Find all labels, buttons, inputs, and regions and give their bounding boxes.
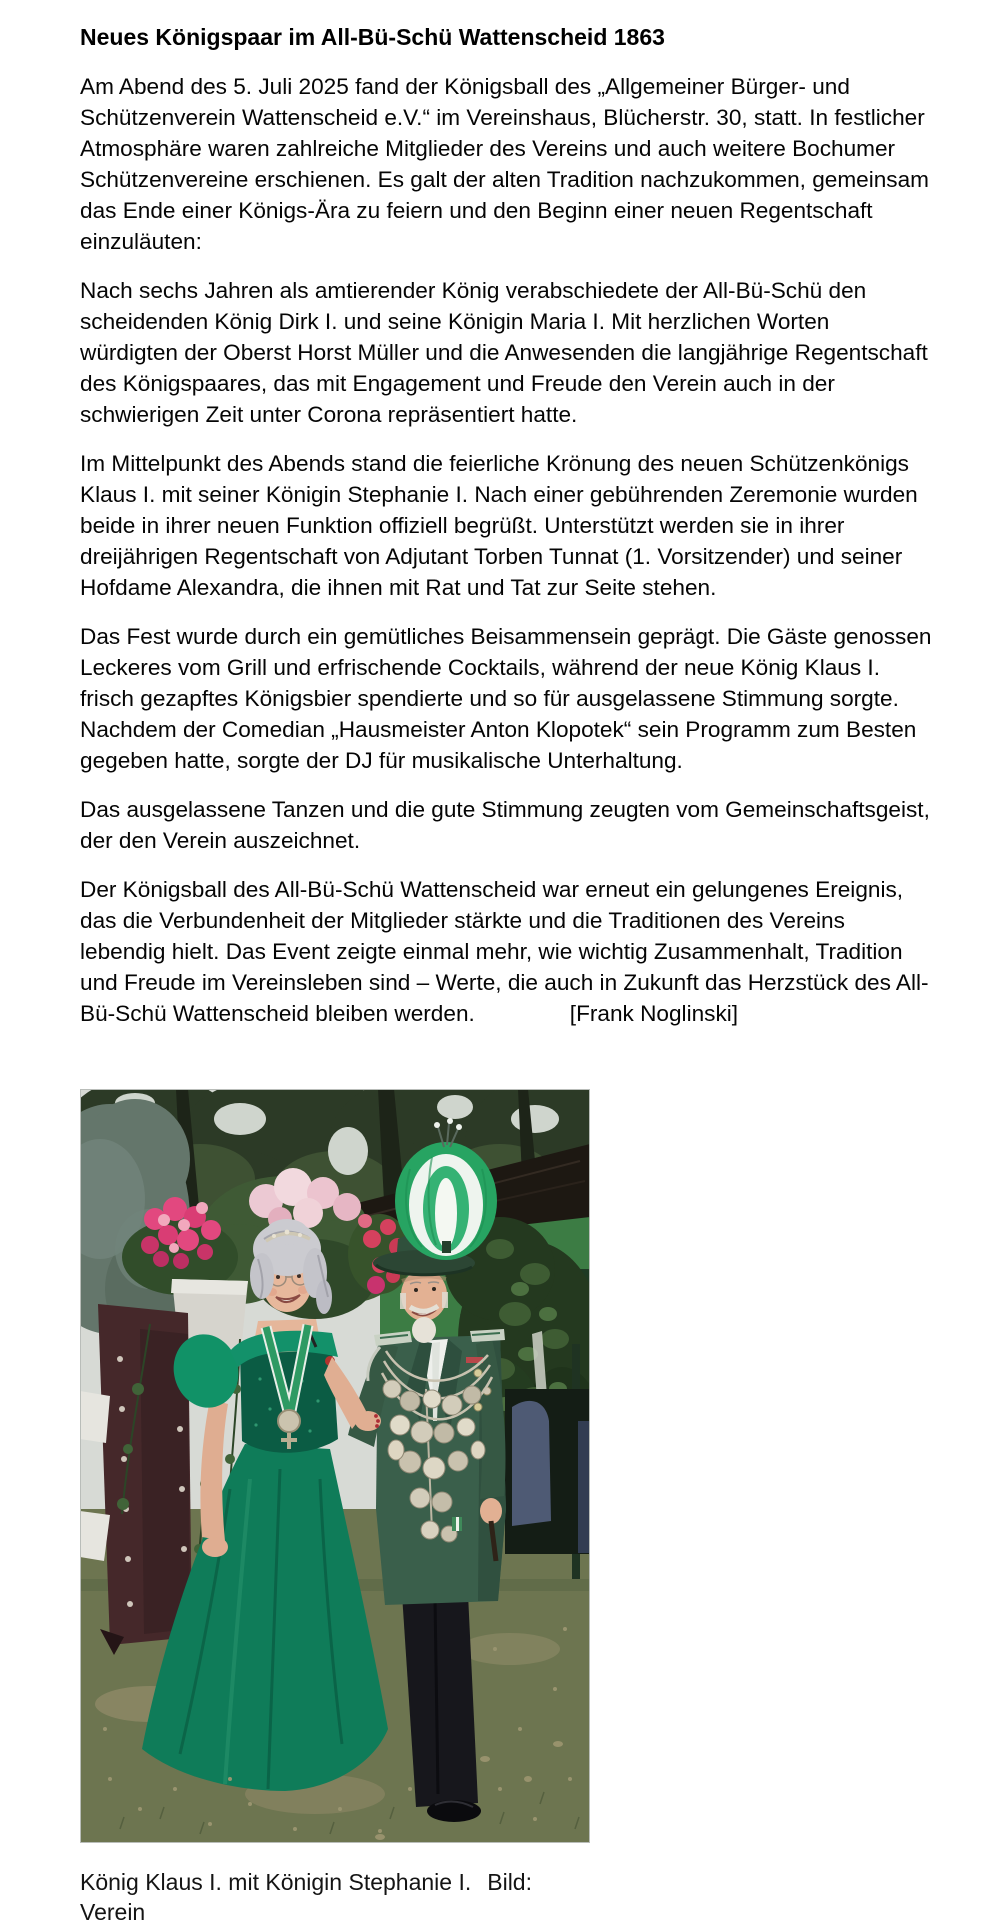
paragraph-2: Nach sechs Jahren als amtierender König verabschiedete der All-Bü-Schü den scheidenden König Dirk I. und seine Königin Maria I. Mit herzlichen Worten würdigten der Oberst Horst Müller und die Anwesenden die langjährige Regentschaft des Königspaares, das mit Engagement und Freude den Verein auch in der schwierigen Zeit unter Corona repräsentiert hatte.: [80, 278, 928, 427]
photo-caption: [80, 1867, 590, 1927]
royal-couple-photo: [80, 1089, 590, 1843]
paragraph-1: Am Abend des 5. Juli 2025 fand der Königsball des „Allgemeiner Bürger- und Schützenverein Wattenscheid e.V.“ im Vereinshaus, Blücherstr. 30, statt. In festlicher Atmosphäre waren zahlreiche Mitglieder des Vereins und auch weitere Bochumer Schützenvereine erschienen. Es galt der alten Tradition nachzukommen, gemeinsam das Ende einer Königs-Ära zu feiern und den Beginn einer neuen Regentschaft einzuläuten:: [80, 74, 929, 254]
article: [80, 22, 932, 1047]
paragraph-3: Im Mittelpunkt des Abends stand die feierliche Krönung des neuen Schützenkönigs Klaus I. mit seiner Königin Stephanie I. Nach einer gebührenden Zeremonie wurden beide in ihrer neuen Funktion offiziell begrüßt. Unterstützt werden sie in ihrer dreijährigen Regentschaft von Adjutant Torben Tunnat (1. Vorsitzender) und seiner Hofdame Alexandra, die ihnen mit Rat und Tat zur Seite stehen.: [80, 451, 918, 600]
photo-background-person: [505, 1389, 590, 1554]
photo-credit: Bild: Verein: [80, 1869, 532, 1925]
paragraph-6: [80, 874, 932, 1029]
article-title: Neues Königspaar im All-Bü-Schü Wattenscheid 1863: [80, 24, 665, 50]
photo-figure: [80, 1089, 590, 1927]
photo-caption-text: König Klaus I. mit Königin Stephanie I.: [80, 1869, 472, 1895]
royal-couple-photo-art: [80, 1089, 590, 1843]
paragraph-6-text: Der Königsball des All-Bü-Schü Wattenscheid war erneut ein gelungenes Ereignis, das die Verbundenheit der Mitglieder stärkte und die Traditionen des Vereins lebendig hielt. Das Event zeigte einmal mehr, wie wichtig Zusammenhalt, Tradition und Freude im Vereinsleben sind – Werte, die auch in Zukunft das Herzstück des All-Bü-Schü Wattenscheid bleiben werden.: [80, 877, 929, 1026]
paragraph-4: Das Fest wurde durch ein gemütliches Beisammensein geprägt. Die Gäste genossen Leckeres vom Grill und erfrischende Cocktails, während der neue König Klaus I. frisch gezapftes Königsbier spendierte und so für ausgelassene Stimmung sorgte. Nachdem der Comedian „Hausmeister Anton Klopotek“ sein Programm zum Besten gegeben hatte, sorgte der DJ für musikalische Unterhaltung.: [80, 624, 932, 773]
paragraph-5: Das ausgelassene Tanzen und die gute Stimmung zeugten vom Gemeinschaftsgeist, der den Verein auszeichnet.: [80, 797, 930, 853]
author-byline: [Frank Noglinski]: [569, 1001, 739, 1026]
